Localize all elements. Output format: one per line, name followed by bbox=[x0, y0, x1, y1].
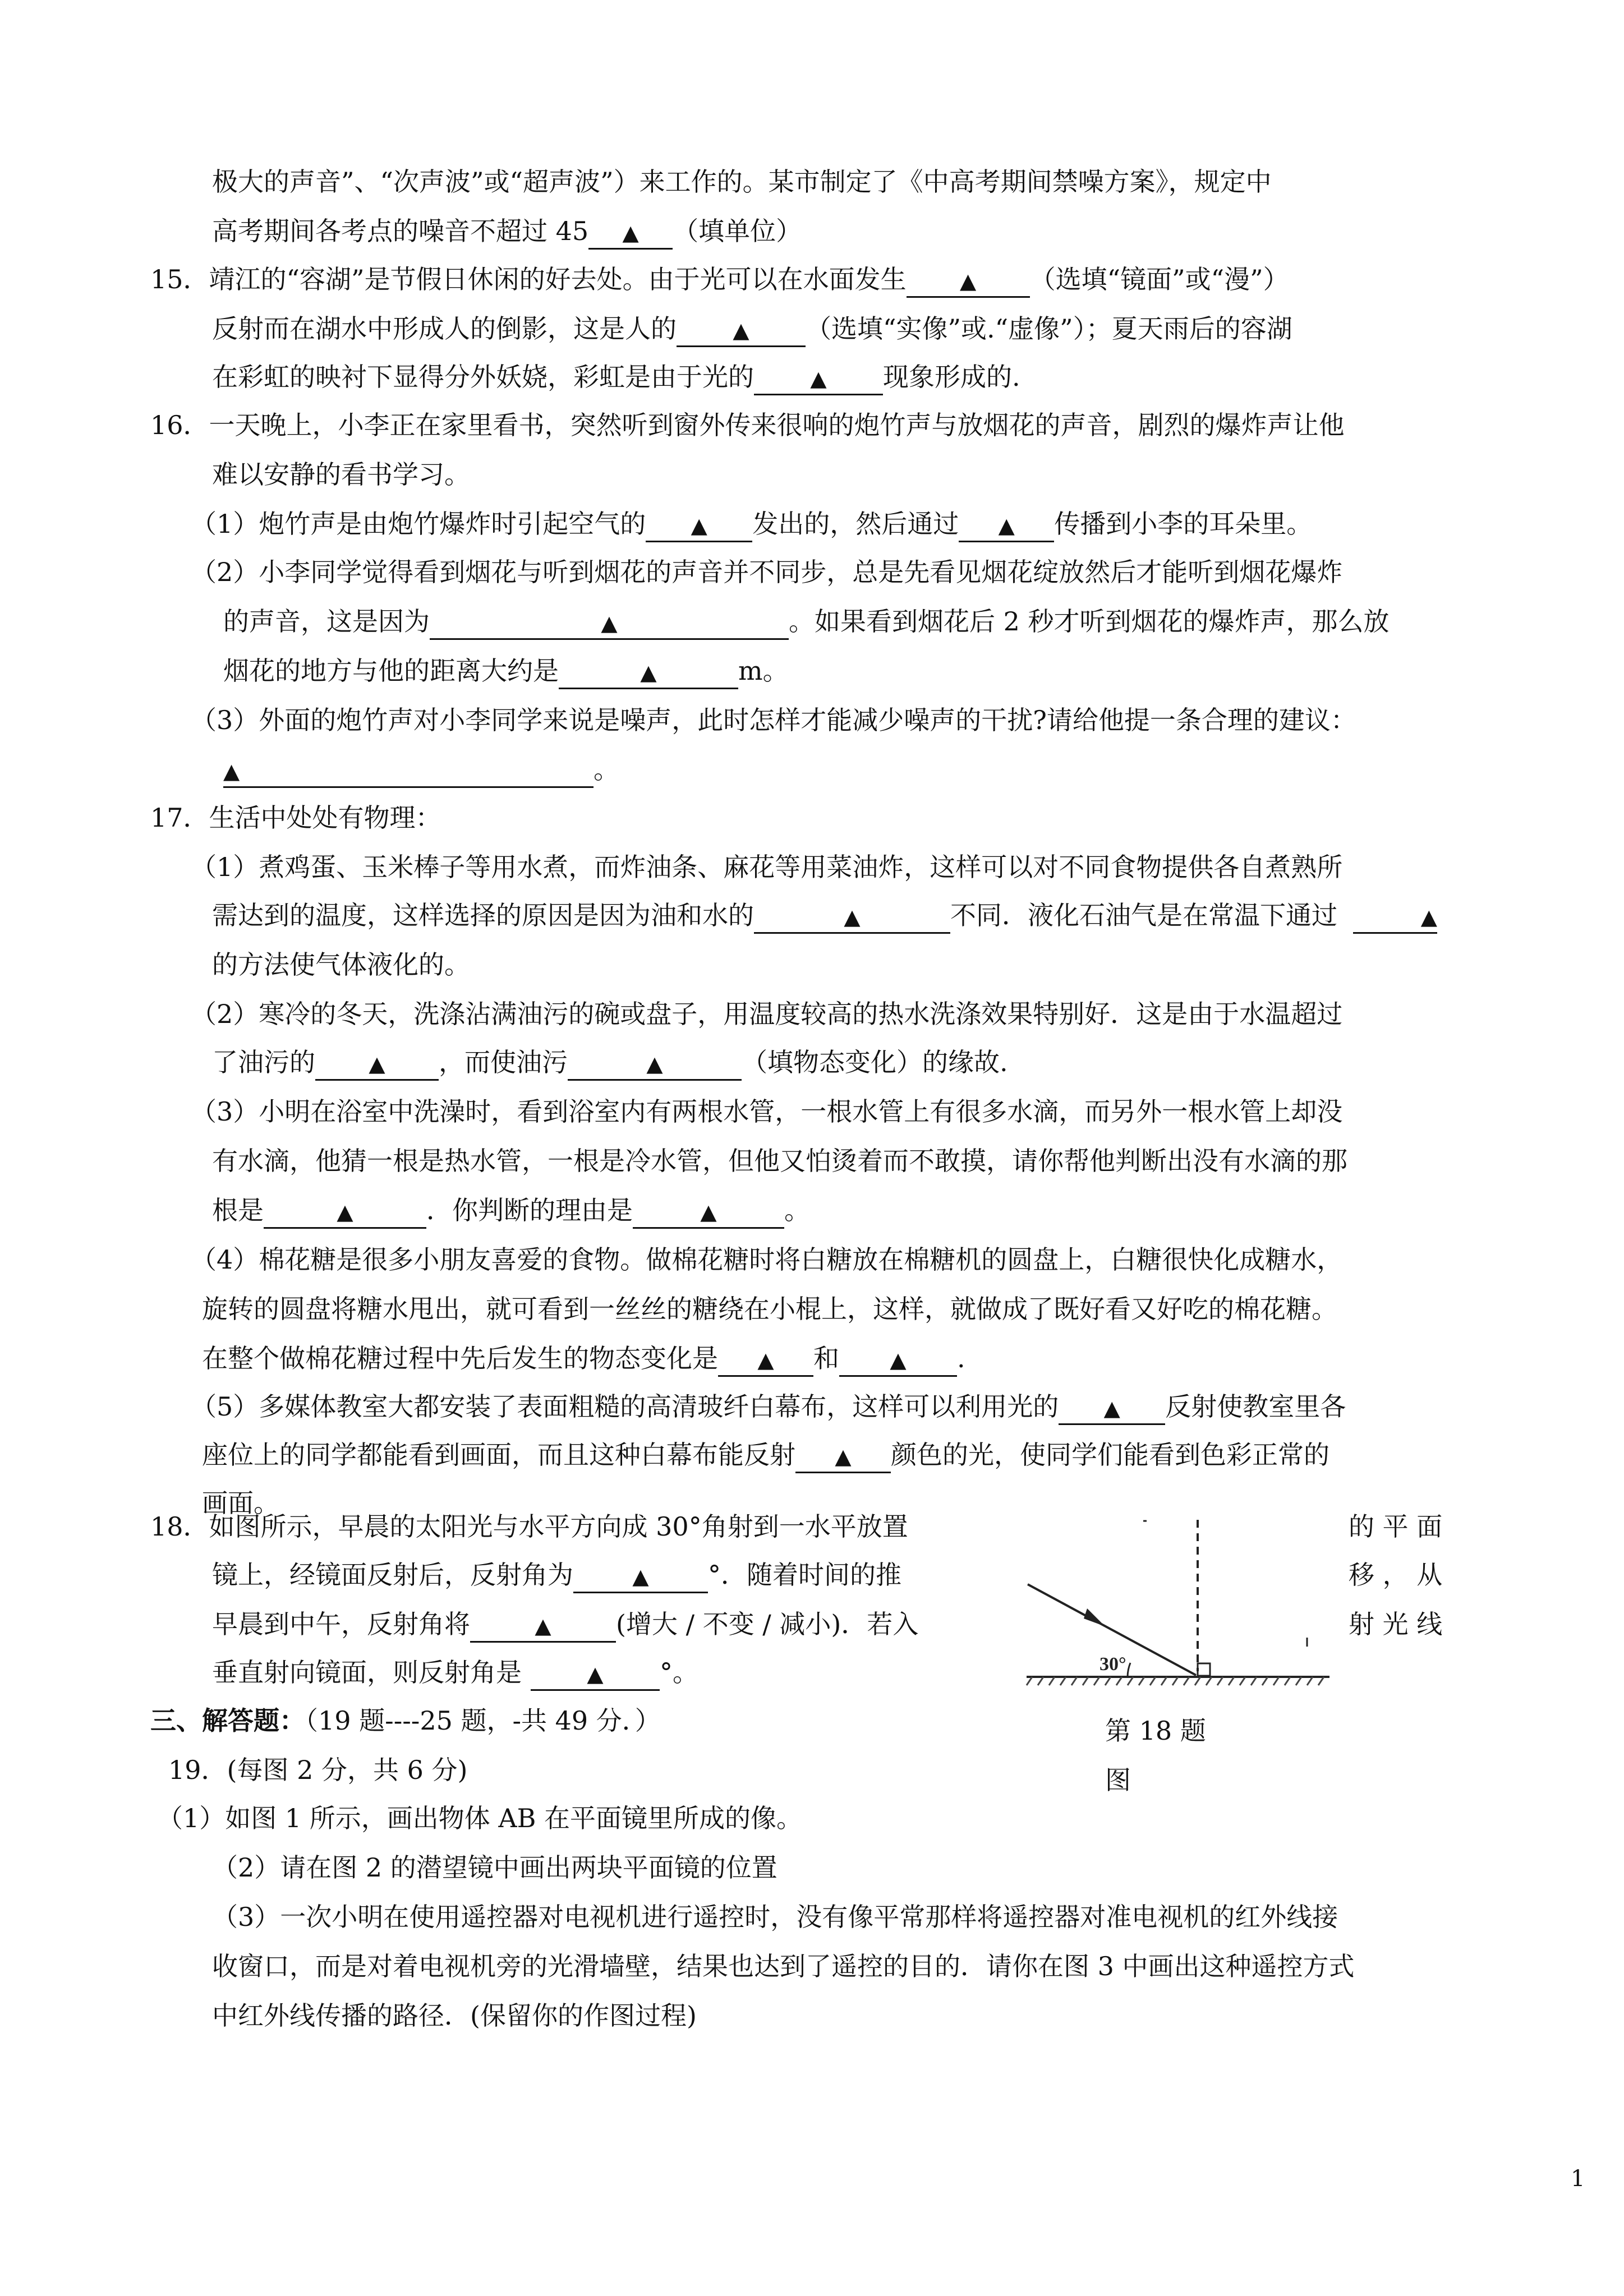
ray-arrow-icon bbox=[1084, 1608, 1105, 1626]
answer-blank[interactable]: ▲ bbox=[839, 1343, 957, 1377]
question-16: 16．一天晚上，小李正在家里看书，突然听到窗外传来很响的炮竹声与放烟花的声音，剧烈的爆炸声让他 bbox=[150, 410, 1345, 440]
answer-blank[interactable]: ▲ bbox=[718, 1343, 813, 1377]
text-line: 难以安静的看书学习。 bbox=[212, 459, 470, 490]
text-line: 根是 ▲ ．你判断的理由是 ▲ 。 bbox=[212, 1193, 810, 1229]
text-line: （1）炮竹声是由炮竹爆炸时引起空气的 ▲ 发出的，然后通过 ▲ 传播到小李的耳朵里。 bbox=[191, 507, 1312, 542]
text-line: 画面。 bbox=[202, 1488, 279, 1518]
text-line: 需达到的温度，这样选择的原因是因为油和水的 ▲ 不同．液化石油气是在常温下通过 ▲ bbox=[212, 898, 1437, 934]
right-angle-marker bbox=[1198, 1663, 1210, 1676]
text-line: （4）棉花糖是很多小朋友喜爱的食物。做棉花糖时将白糖放在棉糖机的圆盘上，白糖很快化成糖水， bbox=[191, 1244, 1343, 1275]
answer-blank[interactable]: ▲ bbox=[959, 509, 1054, 542]
answer-blank[interactable]: ▲ bbox=[430, 606, 789, 640]
figure-18-caption: 第 18 题 bbox=[1105, 1716, 1206, 1746]
answer-blank[interactable]: ▲ bbox=[531, 1657, 660, 1691]
text-line: 的 平 面 bbox=[1349, 1511, 1443, 1542]
question-19: 19．(每图 2 分，共 6 分) bbox=[168, 1755, 468, 1785]
text-line: （5）多媒体教室大都安装了表面粗糙的高清玻纤白幕布，这样可以利用光的 ▲ 反射使教室里各 bbox=[191, 1390, 1346, 1425]
answer-blank[interactable]: ▲ bbox=[754, 900, 950, 934]
figure-18-diagram bbox=[1021, 1503, 1335, 1694]
text-line: 垂直射向镜面，则反射角是 ▲ °。 bbox=[212, 1656, 698, 1691]
text-line: 极大的声音”、“次声波”或“超声波”）来工作的。某市制定了《中高考期间禁噪方案》，规定中 bbox=[212, 167, 1272, 197]
answer-blank[interactable]: ▲ bbox=[315, 1047, 439, 1081]
text-line: （2）请在图 2 的潜望镜中画出两块平面镜的位置 bbox=[212, 1852, 778, 1883]
text-line: 的声音，这是因为 ▲ 。如果看到烟花后 2 秒才听到烟花的爆炸声，那么放 bbox=[223, 605, 1390, 640]
answer-blank[interactable]: ▲ bbox=[907, 264, 1030, 298]
text-line: （3）外面的炮竹声对小李同学来说是噪声，此时怎样才能减少噪声的干扰?请给他提一条合理的建议： bbox=[191, 705, 1356, 735]
text-line: 收窗口，而是对着电视机旁的光滑墙壁，结果也达到了遥控的目的．请你在图 3 中画出这种遥控方式 bbox=[212, 1951, 1355, 1981]
text-line: 高考期间各考点的噪音不超过 45 ▲ （填单位） bbox=[212, 214, 802, 250]
text-line: （2）寒冷的冬天，洗涤沾满油污的碗或盘子，用温度较高的热水洗涤效果特别好．这是由于水温超过 bbox=[191, 999, 1343, 1029]
page-number: 1 bbox=[1571, 2166, 1585, 2192]
text-line: （2）小李同学觉得看到烟花与听到烟花的声音并不同步，总是先看见烟花绽放然后才能听到烟花爆炸 bbox=[191, 557, 1343, 587]
text-line: 移 ， 从 bbox=[1349, 1560, 1443, 1590]
mirror-hatching bbox=[1027, 1677, 1324, 1685]
text-line: 早晨到中午，反射角将 ▲ (增大 / 不变 / 减小)．若入 bbox=[212, 1607, 918, 1643]
answer-blank[interactable]: ▲ bbox=[646, 509, 752, 542]
angle-label: 30° bbox=[1099, 1654, 1126, 1675]
answer-blank[interactable]: ▲ bbox=[223, 754, 594, 788]
answer-blank[interactable]: ▲ bbox=[573, 1560, 708, 1593]
text-line: 烟花的地方与他的距离大约是 ▲ m。 bbox=[223, 654, 789, 689]
question-18: 18．如图所示，早晨的太阳光与水平方向成 30°角射到一水平放置 bbox=[150, 1511, 908, 1542]
text-line: （1）煮鸡蛋、玉米棒子等用水煮，而炸油条、麻花等用菜油炸，这样可以对不同食物提供各自煮熟所 bbox=[191, 852, 1343, 882]
answer-blank[interactable]: ▲ bbox=[559, 656, 738, 689]
answer-blank[interactable]: ▲ bbox=[633, 1195, 784, 1229]
text-line: 在整个做棉花糖过程中先后发生的物态变化是 ▲ 和 ▲ . bbox=[202, 1341, 965, 1377]
answer-blank[interactable]: ▲ bbox=[588, 216, 673, 250]
text-line: 旋转的圆盘将糖水甩出，就可看到一丝丝的糖绕在小棍上，这样，就做成了既好看又好吃的棉花糖。 bbox=[202, 1294, 1337, 1324]
text-line: ▲ 。 bbox=[223, 753, 619, 788]
text-line: 反射而在湖水中形成人的倒影，这是人的 ▲ （选填“实像”或.“虚像”）；夏天雨后的容湖 bbox=[212, 312, 1292, 347]
text-line: 的方法使气体液化的。 bbox=[212, 949, 470, 980]
angle-arc bbox=[1128, 1663, 1130, 1677]
answer-blank[interactable]: ▲ bbox=[470, 1609, 616, 1643]
text-line: （1）如图 1 所示，画出物体 AB 在平面镜里所成的像。 bbox=[157, 1803, 803, 1833]
text-line: 座位上的同学都能看到画面，而且这种白幕布能反射 ▲ 颜色的光，使同学们能看到色彩正常的 bbox=[202, 1438, 1329, 1473]
text-line: （3）小明在浴室中洗澡时，看到浴室内有两根水管，一根水管上有很多水滴，而另外一根水管上却没 bbox=[191, 1096, 1343, 1127]
answer-blank[interactable]: ▲ bbox=[677, 313, 806, 347]
answer-blank[interactable]: ▲ bbox=[1059, 1391, 1165, 1425]
text-line: （3）一次小明在使用遥控器对电视机进行遥控时，没有像平常那样将遥控器对准电视机的红外线接 bbox=[212, 1902, 1338, 1932]
answer-blank[interactable]: ▲ bbox=[1353, 900, 1437, 934]
section-3-heading: 三、解答题：（19 题----25 题，-共 49 分．） bbox=[150, 1705, 661, 1736]
text-line: 有水滴，他猜一根是热水管，一根是冷水管，但他又怕烫着而不敢摸，请你帮他判断出没有水滴的那 bbox=[212, 1146, 1347, 1176]
text-line: 镜上，经镜面反射后，反射角为 ▲ °．随着时间的推 bbox=[212, 1558, 901, 1593]
answer-blank[interactable]: ▲ bbox=[754, 362, 883, 395]
question-17: 17．生活中处处有物理： bbox=[150, 803, 441, 833]
answer-blank[interactable]: ▲ bbox=[568, 1047, 742, 1081]
question-15: 15．靖江的“容湖”是节假日休闲的好去处。由于光可以在水面发生 ▲ （选填“镜面”或“漫”） bbox=[150, 262, 1289, 298]
text-line: 了油污的 ▲ ，而使油污 ▲ （填物态变化）的缘故. bbox=[212, 1045, 1008, 1081]
text-line: 射 光 线 bbox=[1349, 1609, 1443, 1639]
text-line: 中红外线传播的路径．(保留你的作图过程) bbox=[212, 2000, 697, 2031]
figure-18-caption-2: 图 bbox=[1105, 1765, 1131, 1795]
answer-blank[interactable]: ▲ bbox=[795, 1440, 891, 1473]
text-line: 在彩虹的映衬下显得分外妖娆，彩虹是由于光的 ▲ 现象形成的. bbox=[212, 360, 1020, 395]
answer-blank[interactable]: ▲ bbox=[264, 1195, 426, 1229]
